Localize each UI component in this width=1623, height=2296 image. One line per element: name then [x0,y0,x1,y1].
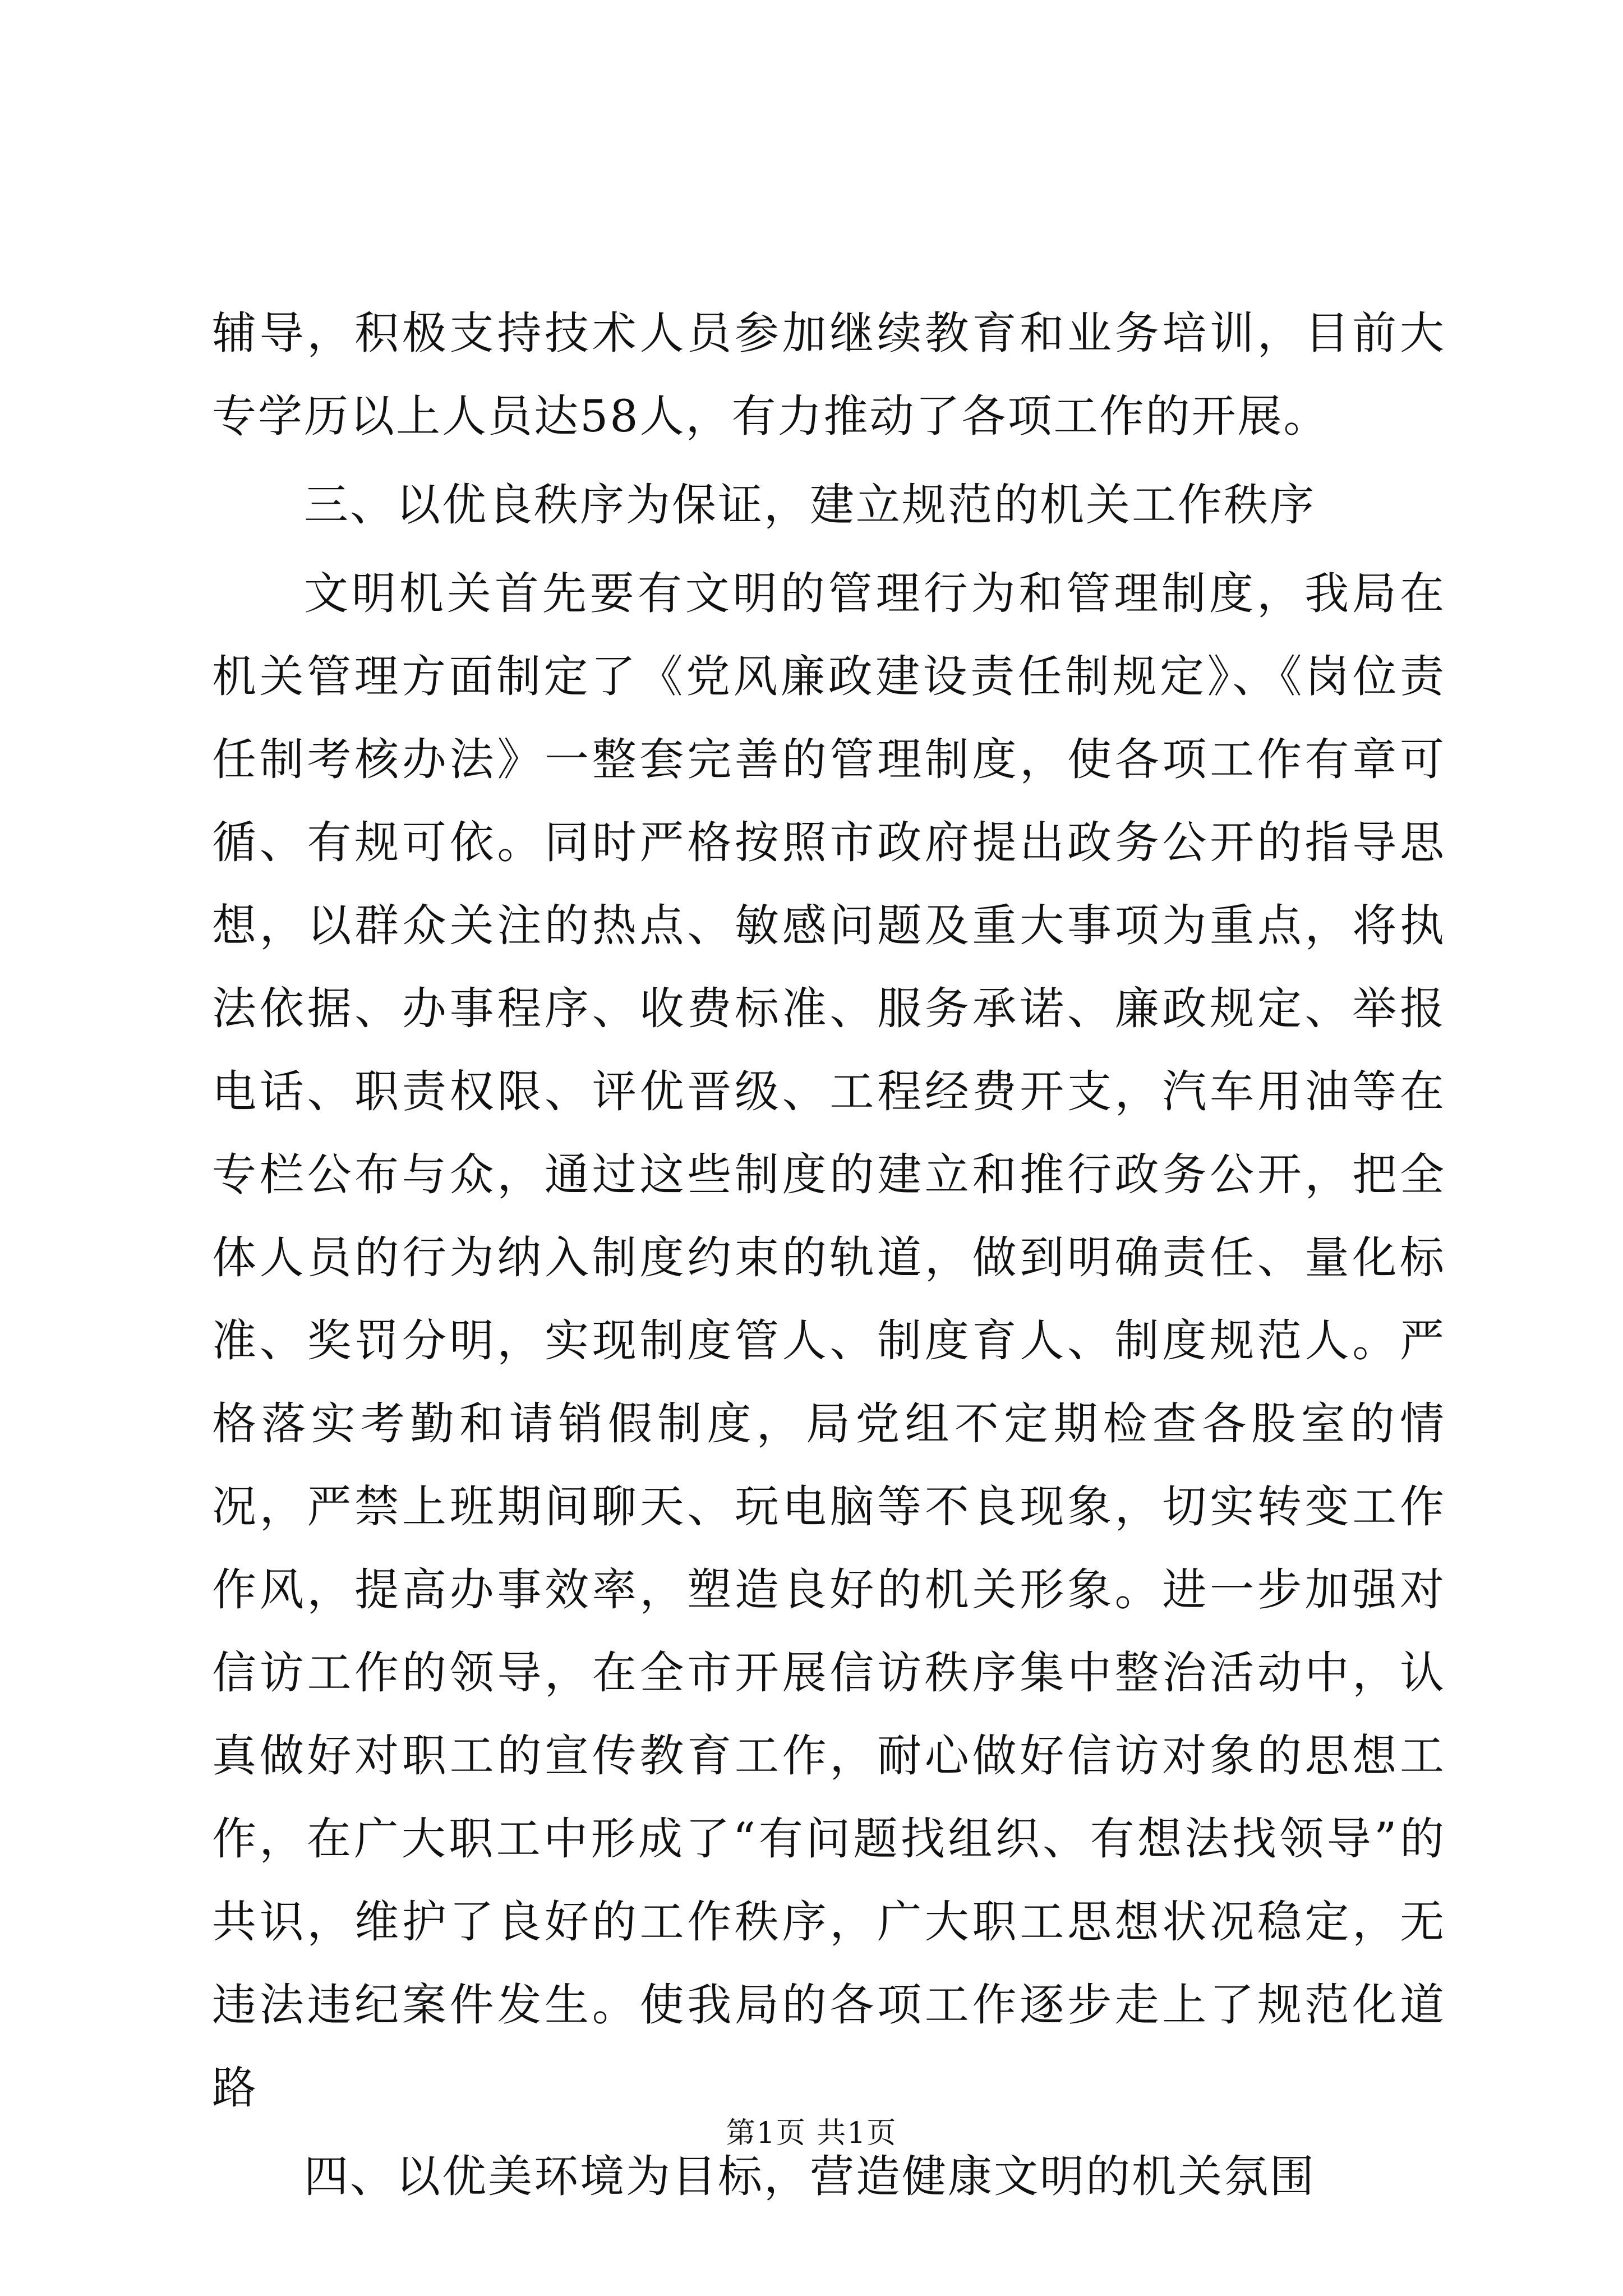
section-heading-three: 三、以优良秩序为保证，建立规范的机关工作秩序 [304,479,1316,531]
page-footer: 第1页 共1页 [726,2116,897,2150]
paragraph-section-three: 文明机关首先要有文明的管理行为和管理制度，我局在机关管理方面制定了《党风廉政建设责任制规定》、《岗位责任制考核办法》一整套完善的管理制度，使各项工作有章可循、有规可依。同时严格按照市政府提出政务公开的指导思想，以群众关注的热点、敏感问题及重大事项为重点，将执法依据、办事程序、收费标准、服务承诺、廉政规定、举报电话、职责权限、评优晋级、工程经费开支，汽车用油等在专栏公布与众，通过这些制度的建立和推行政务公开，把全体人员的行为纳入制度约束的轨道，做到明确责任、量化标准、奖罚分明，实现制度管人、制度育人、制度规范人。严格落实考勤和请销假制度，局党组不定期检查各股室的情况，严禁上班期间聊天、玩电脑等不良现象，切实转变工作作风，提高办事效率，塑造良好的机关形象。进一步加强对信访工作的领导，在全市开展信访秩序集中整治活动中，认真做好对职工的宣传教育工作，耐心做好信访对象的思想工作，在广大职工中形成了“有问题找组织、有想法找领导”的共识，维护了良好的工作秩序，广大职工思想状况稳定，无违法违纪案件发生。使我局的各项工作逐步走上了规范化道路 [212,568,1446,2114]
section-heading-four: 四、以优美环境为目标，营造健康文明的机关氛围 [304,2151,1316,2202]
paragraph-continuation: 辅导，积极支持技术人员参加继续教育和业务培训，目前大专学历以上人员达58人，有力推动了各项工作的开展。 [212,307,1446,442]
document-body [212,292,1446,2224]
